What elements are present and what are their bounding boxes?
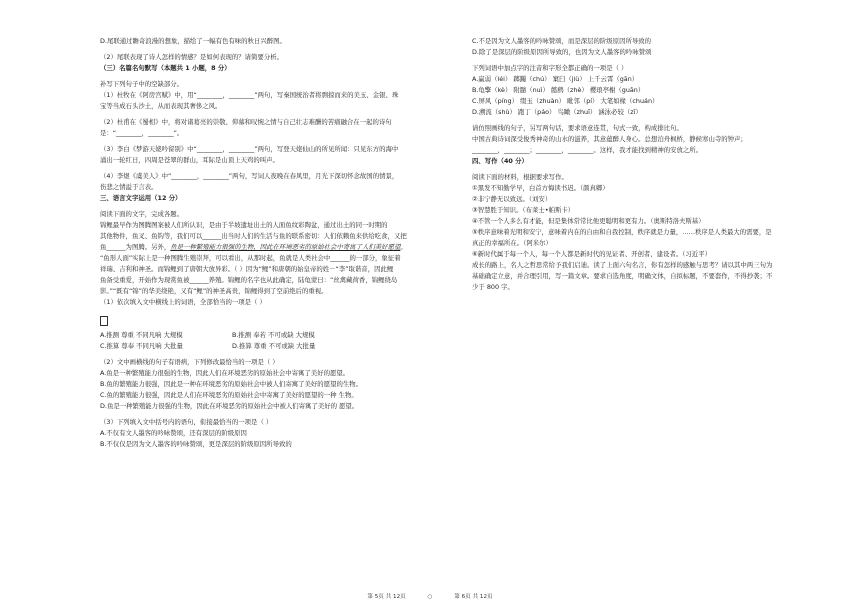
section-heading: 四、写作（40 分） — [472, 157, 528, 165]
text-line: ④不管一个人多么有才能，但是集体常常比他更聪明和更有力。（奥斯特洛夫斯基） — [472, 217, 705, 225]
text-line: D.溯流（shù） 跑丁（páo） 鸟瞰（zhuī） 涵泳必较（zī） — [472, 108, 642, 116]
text-line: C.鱼的繁殖能力很强，因此是人们在环境恶劣的原始社会中寄寓了美好的愿望的一种 生物。 — [100, 391, 358, 399]
text-line: ①黑发不知勤学早，白首方悔读书迟。（颜真卿） — [472, 184, 609, 192]
text-line: B.不仅仅是因为文人墨客的吟咏赞颂，更是深层的阶级原因所导致的 — [100, 440, 292, 448]
text-line: C.不是因为文人墨客的吟咏赞颂，而是深层的阶级原因所导致的 — [472, 37, 652, 45]
text-line: B.龟擎（kè） 附髓（nuì） 懿鹧（zhè） 樱琅亭榭（guān） — [472, 86, 645, 94]
text-line: 补写下列句子中的空缺部分。 — [100, 80, 184, 88]
text-line: （2）杜甫在《蜀相》中，将对诸葛亮的崇敬、仰慕和叹惋之情与自己壮志难酬的苦痛融合在一起的诗句 — [100, 118, 392, 126]
text-line: 阅读下面的文字，完成各题。 — [100, 210, 184, 218]
text-line: 鱼备受重爱，开始作为现赏鱼被______养殖。锦鲤的名字也从此确定，陆龟蒙曰：“丝禽藏荷香，锦鲤绕岛 — [100, 276, 398, 284]
text-line: A.赢弱（léi） 踯躅（chú） 窠臼（jiù） 上千云霄（gān） — [472, 75, 639, 83]
text-line: D.鱼是一种繁殖能力很强的生物，因此在环境恶劣的原始社会中被人们寄寓了美好的 愿望。 — [100, 402, 359, 410]
left-column — [100, 36, 422, 450]
text-line: （1）杜牧在《阿房宫赋》中，用“________，________”两句，写秦国统治者将剽掠而来的美玉、金银、珠 — [100, 91, 399, 99]
text-line: 祥瑞、吉利和神圣。而锦鲤到了唐朝大放异彩。（ ）因为“鲤”和唐朝的始皇帝的姓－“李”取谐音，因此鲤 — [100, 265, 394, 273]
text-line: （2）尾联表现了诗人怎样的情感？是如何表现的？请简要分析。 — [100, 53, 284, 61]
text-line: ③智慧胜于知识。（布莱士•帕斯卡） — [472, 206, 575, 214]
text-line: 成长的路上，名人之哲思常给予我们启迪。读了上面六句名言，你有怎样的感触与思考？请以其中两三句为 — [472, 261, 772, 269]
text-line: 锦鲤最早作为图腾图案被人们所认识，是由于半坡遗址出土的人面鱼纹彩陶盆，通过出土的同一时期的 — [100, 221, 388, 229]
footer-center-mark: ○ — [427, 594, 433, 600]
text-line: 基础确定立意，并合理引用，写一篇文章。要求自选角度，明确文体，自拟标题，不要套作，不得抄袭；不 — [472, 272, 772, 280]
footer-left-page: 第 5页 共 12页 — [367, 594, 406, 600]
text-line: ⑤秩序意味着光明和安宁，意味着内在的自由和自我控制，秩序就是力量，……秩序是人类最大的需要，是 — [472, 228, 772, 236]
text-line: ②非宁静无以致远。（刘安） — [472, 195, 552, 203]
text-line: A.鱼是一种繁殖能力很强的生物，因此人们在环境恶劣的原始社会中寄寓了美好的愿望。 — [100, 369, 350, 377]
text-line: ________，________；________，________。这样，我才能找到精神的安放之所。 — [472, 146, 703, 154]
text-line: 下列词语中加点字的注音和字形全都正确的一项是（ ） — [472, 64, 628, 72]
option-row — [100, 330, 422, 341]
text-line: 阅读下面的材料，根据要求写作。 — [472, 173, 568, 181]
footer-right-page: 第 6页 共 12页 — [454, 594, 493, 600]
right-column — [472, 36, 772, 293]
option-choice: A.推测 尊重 不同凡响 大规模 — [100, 331, 183, 339]
text-line: 少于 800 字。 — [472, 283, 514, 291]
text-line: D.除了是深层的阶级原因所导致的，也因为文人墨客的吟咏赞颂 — [472, 48, 652, 56]
text-line: 是：“________，________”。 — [100, 129, 184, 137]
text-segment: 鱼______为图腾。另外， — [100, 243, 171, 251]
text-line: “鱼形人面”实际上是一种图腾生殖崇拜，可以看出，从那时起，鱼就是人类社会中______的一部分，象征着 — [100, 254, 401, 262]
option-choice: B.推测 奉若 不可或缺 大规模 — [232, 331, 315, 339]
text-line: A.不仅有文人墨客的吟咏赞颂，还有深层的阶级原因 — [100, 429, 247, 437]
text-line: 伤悲之情溢于言表。 — [100, 183, 158, 191]
answer-box[interactable] — [100, 316, 108, 326]
underlined-sentence: 鱼是一种繁殖能力很强的生物，因此在环境恶劣的原始社会中寄寓了人们美好愿望 — [170, 243, 401, 251]
text-line: （4）李煜《虞美人》中“________，________”两句，写词人夜晚在春风里，月光下深切怀念故国的情景， — [100, 172, 399, 180]
text-line: ⑥新时代属于每一个人，每一个人都是新时代的见证者、开创者、建设者。（习近平） — [472, 250, 711, 258]
section-heading: （三）名篇名句默写（本题共 1 小题，8 分） — [100, 64, 231, 72]
option-choice: C.推算 尊奉 不同凡响 大批量 — [100, 342, 183, 350]
text-line: C.屏风（píng） 缀玉（zhuàn） 毗邻（pí） 大笔如椽（chuán） — [472, 97, 659, 105]
text-line: 其他物件，鱼叉、鱼钩等，我们可以______出当时人们的生活与鱼的联系密切：人们依赖鱼来供给吃食，又把 — [100, 232, 407, 240]
text-line: （3）李白《梦游天姥吟留别》中“________，________”两句，写登天姥仙山的所见所闻：只见东方的海中 — [100, 145, 399, 153]
text-line: 请仿照画线的句子，另写两句话，要求语意连贯，句式一致，构成排比句。 — [472, 124, 683, 132]
section-heading: 三、语言文字运用（12 分） — [100, 194, 182, 202]
text-line: 宝等当成石头沙土，从而表现其奢侈之风。 — [100, 102, 222, 110]
text-line: 影。”“既有“锦”的华美绕艳，又有“鲤”的神圣高贵，锦鲤得到了空前绝后的重视。 — [100, 287, 328, 295]
text-line: 涌出一轮红日，四周是苍翠的群山，耳际是山顶上天鸡的叫声。 — [100, 156, 279, 164]
text-line: D.尾联通过瞻奇浪漫的想象，描绘了一幅有色有味的秋日兴醉图。 — [100, 37, 286, 45]
page-footer — [0, 592, 860, 600]
text-line: （2）文中画横线的句子有语病，下列修改最恰当的一项是（ ） — [100, 358, 279, 366]
text-segment: 。 — [400, 243, 407, 251]
text-line: （3）下列填入文中括号内的语句，衔接最恰当的一项是（ ） — [100, 418, 273, 426]
text-line: 真正的幸福所在。（阿米尔） — [472, 239, 552, 247]
option-row — [100, 341, 422, 352]
option-choice: D.推算 尊重 不可或缺 大批量 — [232, 342, 316, 350]
text-line: B.鱼的繁殖能力很强，因此是一种在环境恶劣的原始社会中被人们寄寓了美好的愿望的生物。 — [100, 380, 363, 388]
text-line: （1）依次填入文中横线上的词语，全部恰当的一项是（ ） — [100, 298, 266, 306]
text-line: 中国古典诗词深受俊秀神奇的山水的滋养，其意蕴醉人身心。总想泊舟枫桥，静候寒山寺的钟声； — [472, 135, 747, 143]
text-line — [100, 242, 422, 253]
